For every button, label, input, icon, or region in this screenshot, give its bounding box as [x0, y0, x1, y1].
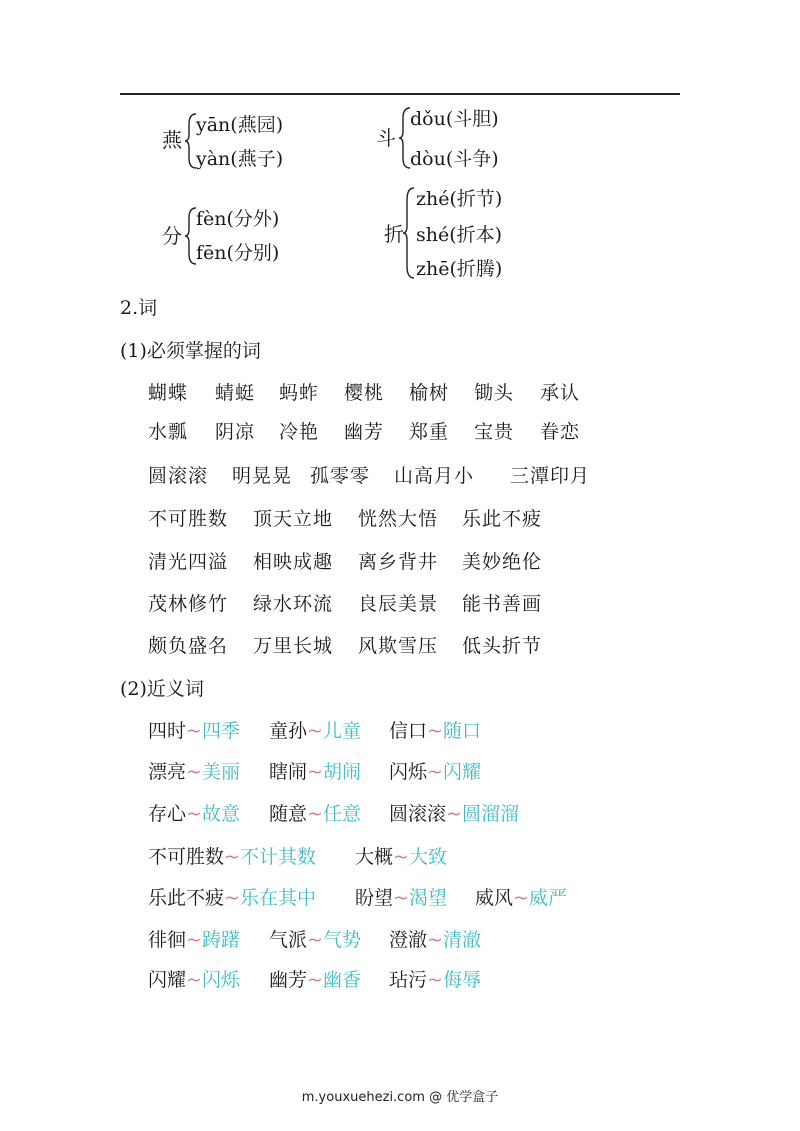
- synonym-target: 故意: [201, 803, 240, 825]
- polyphone-char: 斗: [376, 126, 396, 150]
- synonym-pair: [355, 886, 447, 910]
- tilde-mark: ~: [307, 929, 323, 951]
- word-item: 茂林修竹: [148, 593, 229, 615]
- synonym-word: 不可胜数: [148, 846, 225, 868]
- word-item: 郑重: [409, 421, 450, 443]
- synonym-pair: [389, 760, 481, 784]
- synonym-target: 四季: [201, 720, 240, 742]
- tilde-mark: ~: [427, 761, 443, 783]
- word-item: 眷恋: [540, 421, 581, 443]
- tilde-mark: ~: [307, 969, 323, 991]
- word-item: 圆滚滚: [148, 465, 209, 487]
- synonym-target: 任意: [322, 803, 361, 825]
- synonym-word: 童孙: [269, 720, 308, 742]
- synonym-pair: [148, 928, 240, 952]
- synonym-target: 威严: [528, 887, 567, 909]
- tilde-mark: ~: [427, 969, 443, 991]
- word-item: 顶天立地: [253, 508, 334, 530]
- synonym-target: 幽香: [322, 969, 361, 991]
- word-item: 幽芳: [344, 421, 385, 443]
- tilde-mark: ~: [446, 803, 462, 825]
- synonym-target: 美丽: [201, 761, 240, 783]
- tilde-mark: ~: [186, 929, 202, 951]
- synonym-target: 侮辱: [442, 969, 481, 991]
- word-item: 良辰美景: [358, 593, 439, 615]
- word-item: 绿水环流: [253, 593, 334, 615]
- word-item: 蚂蚱: [279, 382, 320, 404]
- synonym-word: 存心: [148, 803, 187, 825]
- polyphone-reading: fèn(分外): [196, 208, 280, 230]
- synonym-word: 盼望: [355, 887, 394, 909]
- synonym-word: 随意: [269, 803, 308, 825]
- word-item: 孤零零: [310, 465, 371, 487]
- word-item: 风欺雪压: [358, 635, 439, 657]
- polyphone-reading: zhé(折节): [416, 188, 503, 210]
- polyphone-reading: yàn(燕子): [196, 148, 284, 170]
- synonym-pair: [269, 968, 361, 992]
- synonym-pair: [389, 928, 481, 952]
- synonym-pair: [389, 719, 481, 743]
- subsection-heading: (2)近义词: [120, 678, 204, 700]
- tilde-mark: ~: [224, 887, 240, 909]
- word-item: 乐此不疲: [462, 508, 543, 530]
- word-item: 美妙绝伦: [462, 551, 543, 573]
- synonym-word: 信口: [389, 720, 428, 742]
- tilde-mark: ~: [427, 929, 443, 951]
- word-item: 三潭印月: [510, 465, 591, 487]
- synonym-target: 大致: [408, 846, 447, 868]
- synonym-word: 玷污: [389, 969, 428, 991]
- synonym-word: 四时: [148, 720, 187, 742]
- tilde-mark: ~: [307, 803, 323, 825]
- word-item: 樱桃: [344, 382, 385, 404]
- synonym-word: 大概: [355, 846, 394, 868]
- synonym-pair: [355, 845, 447, 869]
- tilde-mark: ~: [427, 720, 443, 742]
- synonym-target: 踌躇: [201, 929, 240, 951]
- word-item: 水瓢: [148, 421, 189, 443]
- synonym-pair: [269, 760, 361, 784]
- synonym-pair: [148, 802, 240, 826]
- synonym-word: 闪烁: [389, 761, 428, 783]
- polyphone-char: 分: [162, 224, 182, 248]
- synonym-pair: [475, 886, 567, 910]
- word-item: 万里长城: [253, 635, 334, 657]
- synonym-target: 清澈: [442, 929, 481, 951]
- synonym-word: 澄澈: [389, 929, 428, 951]
- polyphone-reading: dòu(斗争): [410, 148, 499, 170]
- word-item: 清光四溢: [148, 551, 229, 573]
- word-item: 锄头: [474, 382, 515, 404]
- synonym-pair: [269, 928, 361, 952]
- word-item: 颇负盛名: [148, 635, 229, 657]
- synonym-pair: [148, 968, 240, 992]
- tilde-mark: ~: [393, 846, 409, 868]
- polyphone-reading: fēn(分别): [196, 242, 280, 264]
- synonym-word: 漂亮: [148, 761, 187, 783]
- synonym-target: 儿童: [322, 720, 361, 742]
- tilde-mark: ~: [186, 761, 202, 783]
- word-item: 相映成趣: [253, 551, 334, 573]
- synonym-pair: [148, 886, 316, 910]
- synonym-pair: [269, 802, 361, 826]
- word-item: 宝贵: [474, 421, 515, 443]
- tilde-mark: ~: [307, 720, 323, 742]
- synonym-word: 威风: [475, 887, 514, 909]
- word-item: 恍然大悟: [358, 508, 439, 530]
- word-item: 蝴蝶: [148, 382, 189, 404]
- tilde-mark: ~: [224, 846, 240, 868]
- polyphone-reading: yān(燕园): [196, 114, 284, 136]
- synonym-pair: [389, 968, 481, 992]
- section-heading: 2.词: [120, 297, 158, 319]
- synonym-pair: [269, 719, 361, 743]
- word-item: 冷艳: [279, 421, 320, 443]
- polyphone-char: 折: [384, 222, 404, 246]
- word-item: 阴凉: [215, 421, 256, 443]
- word-item: 明晃晃: [232, 465, 293, 487]
- word-item: 山高月小: [394, 465, 475, 487]
- footer-watermark: m.youxuehezi.com @ 优学盒子: [301, 1090, 499, 1105]
- word-item: 离乡背井: [358, 551, 439, 573]
- synonym-target: 闪耀: [442, 761, 481, 783]
- tilde-mark: ~: [186, 803, 202, 825]
- synonym-word: 闪耀: [148, 969, 187, 991]
- synonym-pair: [148, 760, 240, 784]
- tilde-mark: ~: [186, 969, 202, 991]
- synonym-target: 不计其数: [239, 846, 316, 868]
- word-item: 低头折节: [462, 635, 543, 657]
- synonym-target: 闪烁: [201, 969, 240, 991]
- synonym-target: 渴望: [408, 887, 447, 909]
- synonym-target: 圆溜溜: [461, 803, 519, 825]
- synonym-target: 随口: [442, 720, 481, 742]
- tilde-mark: ~: [393, 887, 409, 909]
- tilde-mark: ~: [186, 720, 202, 742]
- word-item: 蜻蜓: [215, 382, 256, 404]
- synonym-pair: [148, 719, 240, 743]
- synonym-word: 气派: [269, 929, 308, 951]
- word-item: 不可胜数: [148, 508, 229, 530]
- polyphone-reading: zhē(折腾): [416, 258, 503, 280]
- subsection-heading: (1)必须掌握的词: [120, 340, 261, 362]
- tilde-mark: ~: [513, 887, 529, 909]
- synonym-word: 瞎闹: [269, 761, 308, 783]
- synonym-word: 乐此不疲: [148, 887, 225, 909]
- synonym-word: 圆滚滚: [389, 803, 447, 825]
- synonym-word: 幽芳: [269, 969, 308, 991]
- word-item: 承认: [540, 382, 581, 404]
- tilde-mark: ~: [307, 761, 323, 783]
- polyphone-char: 燕: [162, 128, 182, 152]
- brace-icon: [402, 186, 416, 280]
- synonym-target: 气势: [322, 929, 361, 951]
- polyphone-reading: dǒu(斗胆): [410, 108, 499, 130]
- synonym-word: 徘徊: [148, 929, 187, 951]
- synonym-pair: [148, 845, 316, 869]
- synonym-target: 乐在其中: [239, 887, 316, 909]
- synonym-target: 胡闹: [322, 761, 361, 783]
- synonym-pair: [389, 802, 519, 826]
- word-item: 榆树: [409, 382, 450, 404]
- top-rule: [120, 93, 680, 95]
- word-item: 能书善画: [462, 593, 543, 615]
- polyphone-reading: shé(折本): [416, 224, 503, 246]
